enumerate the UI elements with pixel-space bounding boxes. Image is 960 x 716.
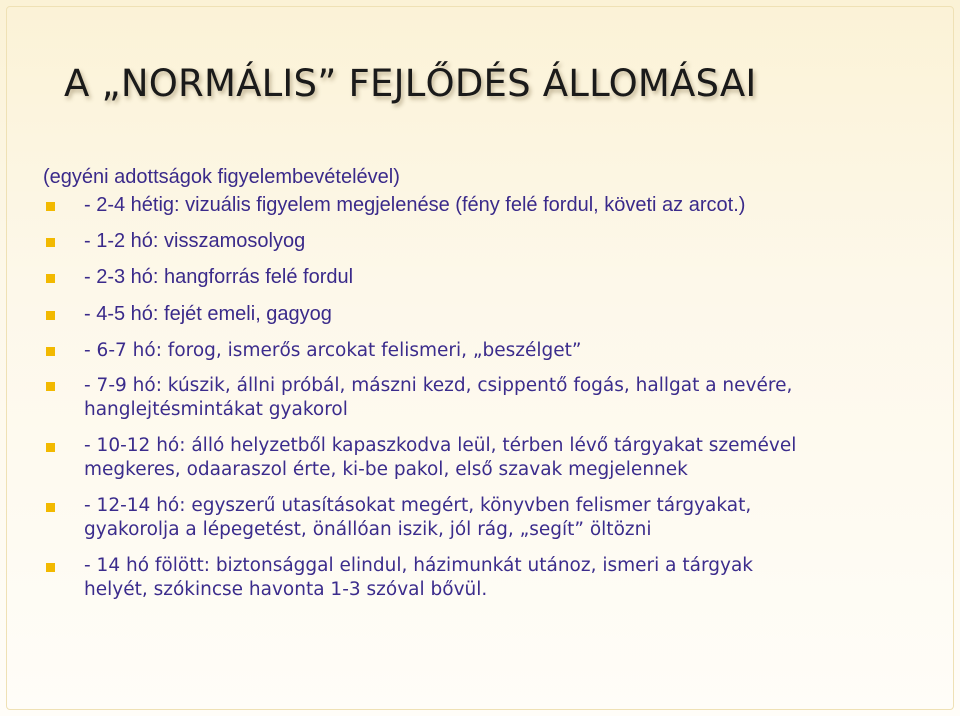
bullet-icon [46, 238, 55, 247]
bullet-icon [46, 563, 55, 572]
list-item [84, 339, 581, 363]
list-item-text: - 2-4 hétig: vizuális figyelem megjelenése (fény felé fordul, követi az arcot.) [84, 194, 746, 216]
bullet-icon [46, 503, 55, 512]
list-item-text: - 6-7 hó: forog, ismerős arcokat felismeri, „beszélget” [84, 340, 582, 361]
list-item-text: - 2-3 hó: hangforrás felé fordul [84, 266, 354, 288]
list-item-text: - 10-12 hó: álló helyzetből kapaszkodva leül, térben lévő tárgyakat szemével [84, 435, 797, 456]
list-item [84, 193, 745, 218]
list-item [84, 229, 305, 254]
bullet-icon [46, 443, 55, 452]
list-item [84, 265, 353, 290]
bullet-icon [46, 347, 55, 356]
bullet-icon [46, 311, 55, 320]
slide-subtitle: (egyéni adottságok figyelembevételével) [43, 166, 400, 188]
list-item-text: - 14 hó fölött: biztonsággal elindul, házimunkát utánoz, ismeri a tárgyak [84, 555, 753, 576]
list-item-text: megkeres, odaaraszol érte, ki-be pakol, első szavak megjelennek [84, 459, 688, 480]
list-item [84, 554, 753, 602]
list-item [84, 374, 792, 422]
list-item-text: gyakorolja a lépegetést, önállóan iszik, jól rág, „segít” öltözni [84, 519, 652, 540]
list-item-text: - 1-2 hó: visszamosolyog [84, 230, 306, 252]
bullet-icon [46, 274, 55, 283]
list-item-text: - 12-14 hó: egyszerű utasításokat megért, könyvben felismer tárgyakat, [84, 495, 752, 516]
list-item [84, 302, 332, 327]
list-item-text: - 4-5 hó: fejét emeli, gagyog [84, 303, 332, 325]
list-item [84, 494, 751, 542]
list-item-text: helyét, szókincse havonta 1-3 szóval bővül. [84, 579, 488, 600]
bullet-icon [46, 382, 55, 391]
bullet-icon [46, 202, 55, 211]
list-item-text: - 7-9 hó: kúszik, állni próbál, mászni kezd, csippentő fogás, hallgat a nevére, [84, 375, 793, 396]
list-item [84, 434, 796, 482]
slide-title: A „NORMÁLIS” FEJLŐDÉS ÁLLOMÁSAI [64, 62, 757, 105]
list-item-text: hanglejtésmintákat gyakorol [84, 399, 348, 420]
